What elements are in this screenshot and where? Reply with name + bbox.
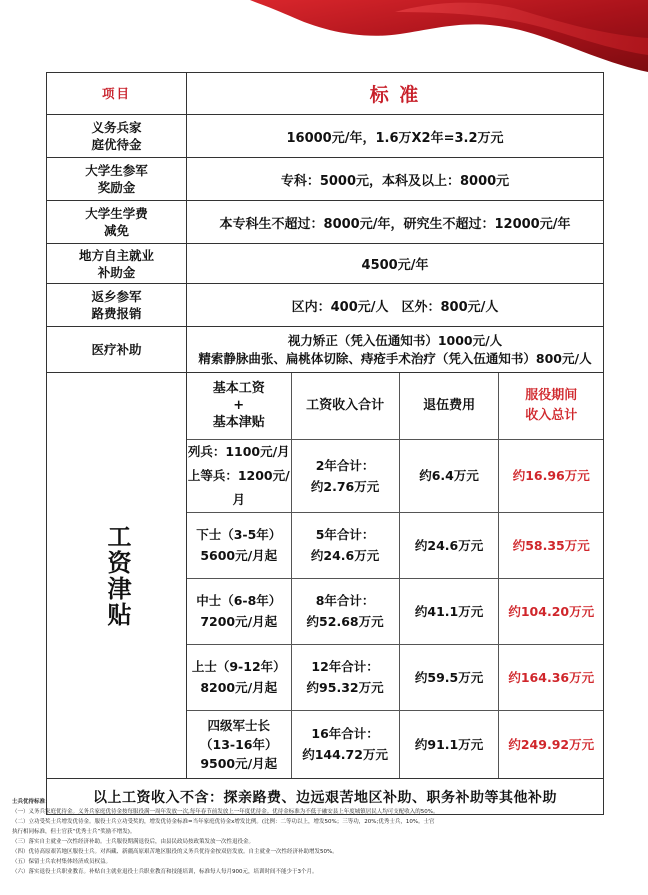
- retire-cell: 约91.1万元: [399, 710, 499, 778]
- service-total-cell: 约249.92万元: [499, 710, 603, 778]
- row-label: 返乡参军 路费报销: [47, 284, 187, 327]
- footnotes: [12, 797, 636, 877]
- row-value: 区内：400元/人 区外：800元/人: [187, 284, 604, 327]
- wage-header-basic: 基本工资 + 基本津贴: [187, 373, 291, 439]
- wage-subtable-cell: [187, 373, 604, 779]
- red-flag-ribbon-decoration: [0, 0, 648, 80]
- wage-data-row: [187, 644, 603, 710]
- header-item: 项目: [47, 73, 187, 115]
- wage-data-row: [187, 512, 603, 578]
- footnote-item: （六）落实退役士兵职业教育。补贴自主就业退役士兵职业教育和技能培训，标准每人每月900元，培训时间不能少于3个月。: [12, 869, 318, 875]
- retire-cell: 约41.1万元: [399, 578, 499, 644]
- footnote-item: （四）优待高原艰苦地区服役士兵。对西藏、新疆高原艰苦地区服役的义务兵优待金按双倍发放。自主就业一次性经济补助增发50%。: [12, 849, 338, 855]
- row-value: 本专科生不超过：8000元/年，研究生不超过：12000元/年: [187, 201, 604, 244]
- row-label: 大学生参军 奖励金: [47, 158, 187, 201]
- footnote-item: （二）立功受奖士兵增发优待金。服役士兵立功受奖的，增发优待金标准=当年家庭优待金x增发比例。(比例：二等功以上，增发50%；三等功，20%;优秀士兵，10%。士官: [12, 819, 435, 825]
- service-total-cell: 约16.96万元: [499, 439, 603, 512]
- wage-data-row: [187, 710, 603, 778]
- rank-cell: 四级军士长 （13-16年） 9500元/月起: [187, 710, 291, 778]
- footnotes-title: 士兵优待标准：: [12, 799, 51, 805]
- wage-data-row: [187, 578, 603, 644]
- total-cell: 8年合计： 约52.68万元: [291, 578, 399, 644]
- retire-cell: 约59.5万元: [399, 644, 499, 710]
- rank-cell: 中士（6-8年） 7200元/月起: [187, 578, 291, 644]
- footnote-item: 执行相同标准，但士官获“优秀士兵”奖励不增发)。: [12, 829, 136, 835]
- table-header-row: [47, 73, 604, 115]
- retire-cell: 约24.6万元: [399, 512, 499, 578]
- rank-cell: 上士（9-12年） 8200元/月起: [187, 644, 291, 710]
- row-value: 4500元/年: [187, 244, 604, 284]
- service-total-cell: 约104.20万元: [499, 578, 603, 644]
- retire-cell: 约6.4万元: [399, 439, 499, 512]
- medical-row: [47, 327, 604, 373]
- summary-text: 以上工资收入不含：探亲路费、边远艰苦地区补助、职务补助等其他补助: [47, 779, 604, 815]
- footnote-item: （一）义务兵家庭优待金。义务兵家庭优待金按每服役满一周年发放一次,每年春节前发放上一年度优待金。优待金标准为不低于融安县上年度城镇居民人均可支配收入的50%。: [12, 809, 439, 815]
- total-cell: 2年合计： 约2.76万元: [291, 439, 399, 512]
- table-row: [47, 201, 604, 244]
- row-label: 地方自主就业 补助金: [47, 244, 187, 284]
- table-row: [47, 158, 604, 201]
- policy-table: [46, 72, 604, 815]
- total-cell: 16年合计： 约144.72万元: [291, 710, 399, 778]
- rank-cell: 下士（3-5年） 5600元/月起: [187, 512, 291, 578]
- footnote-item: （五）保留士兵农村集体经济成员权益。: [12, 859, 112, 865]
- total-cell: 12年合计： 约95.32万元: [291, 644, 399, 710]
- wage-header-row: [187, 373, 603, 439]
- total-cell: 5年合计： 约24.6万元: [291, 512, 399, 578]
- row-label: 大学生学费 减免: [47, 201, 187, 244]
- service-total-cell: 约164.36万元: [499, 644, 603, 710]
- row-label: 义务兵家 庭优待金: [47, 115, 187, 158]
- wage-header-service: 服役期间 收入总计: [499, 373, 603, 439]
- footnote-item: （三）落实自主就业一次性经济补助。士兵服役期满退役后，由县民政局按政策发放一次性退役金。: [12, 839, 255, 845]
- wage-label: 工资津贴: [103, 523, 131, 628]
- row-value: 专科：5000元，本科及以上：8000元: [187, 158, 604, 201]
- wage-data-row: [187, 439, 603, 512]
- medical-label: 医疗补助: [47, 327, 187, 373]
- rank-cell: 列兵：1100元/月 上等兵：1200元/月: [187, 439, 291, 512]
- wage-subtable: [187, 373, 603, 778]
- table-row: [47, 115, 604, 158]
- medical-value: 视力矫正（凭入伍通知书）1000元/人 精索静脉曲张、扁桃体切除、痔疮手术治疗（凭入伍通知书）800元/人: [187, 327, 604, 373]
- table-row: [47, 244, 604, 284]
- wage-row: [47, 373, 604, 779]
- service-total-cell: 约58.35万元: [499, 512, 603, 578]
- wage-header-retire: 退伍费用: [399, 373, 499, 439]
- wage-label-cell: [47, 373, 187, 779]
- row-value: 16000元/年，1.6万X2年=3.2万元: [187, 115, 604, 158]
- table-row: [47, 284, 604, 327]
- wage-header-total: 工资收入合计: [291, 373, 399, 439]
- header-standard: 标 准: [187, 73, 604, 115]
